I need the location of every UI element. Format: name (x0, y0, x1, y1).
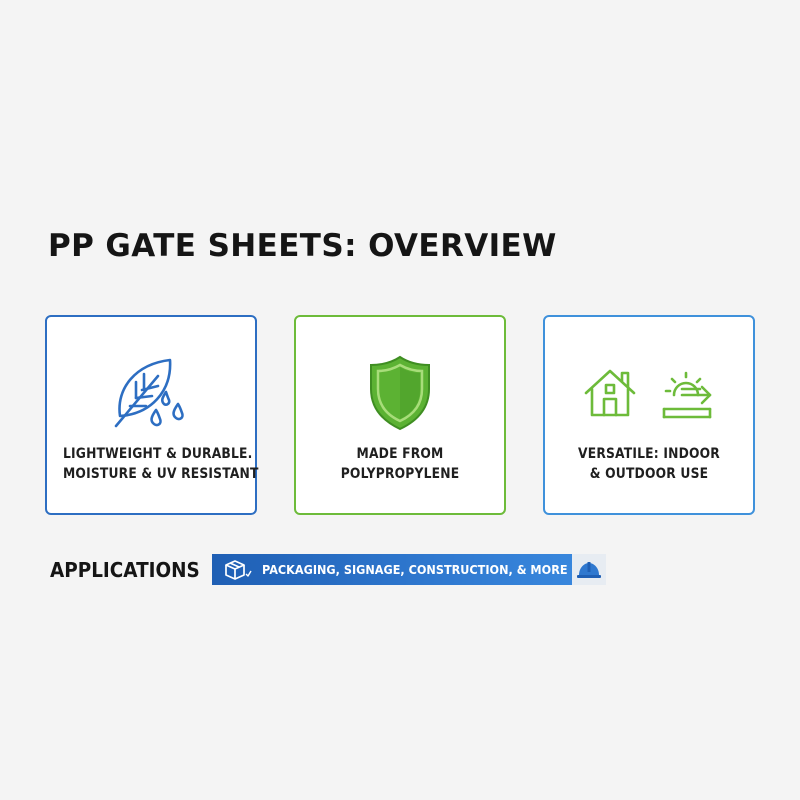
feature-card-text: VERSATILE: INDOOR & OUTDOOR USE (578, 446, 720, 482)
applications-label: APPLICATIONS (50, 558, 200, 582)
package-box-icon (212, 554, 262, 585)
shield-icon (296, 345, 504, 441)
feature-card-text: MADE FROM POLYPROPYLENE (340, 446, 460, 482)
house-icon (582, 365, 638, 421)
applications-text: PACKAGING, SIGNAGE, CONSTRUCTION, & MORE (262, 562, 568, 577)
page-title: PP GATE SHEETS: OVERVIEW (48, 228, 557, 264)
sun-arrow-icon (660, 365, 716, 421)
feature-card-lightweight (45, 315, 257, 515)
hard-hat-icon (572, 554, 606, 585)
feature-card-polypropylene (294, 315, 506, 515)
feature-card-versatile (543, 315, 755, 515)
feature-card-text: LIGHTWEIGHT & DURABLE. MOISTURE & UV RESISTANT (63, 446, 259, 482)
leaf-water-drops-icon (47, 345, 255, 441)
applications-bar (212, 554, 606, 585)
house-and-sun-icon (545, 345, 753, 441)
